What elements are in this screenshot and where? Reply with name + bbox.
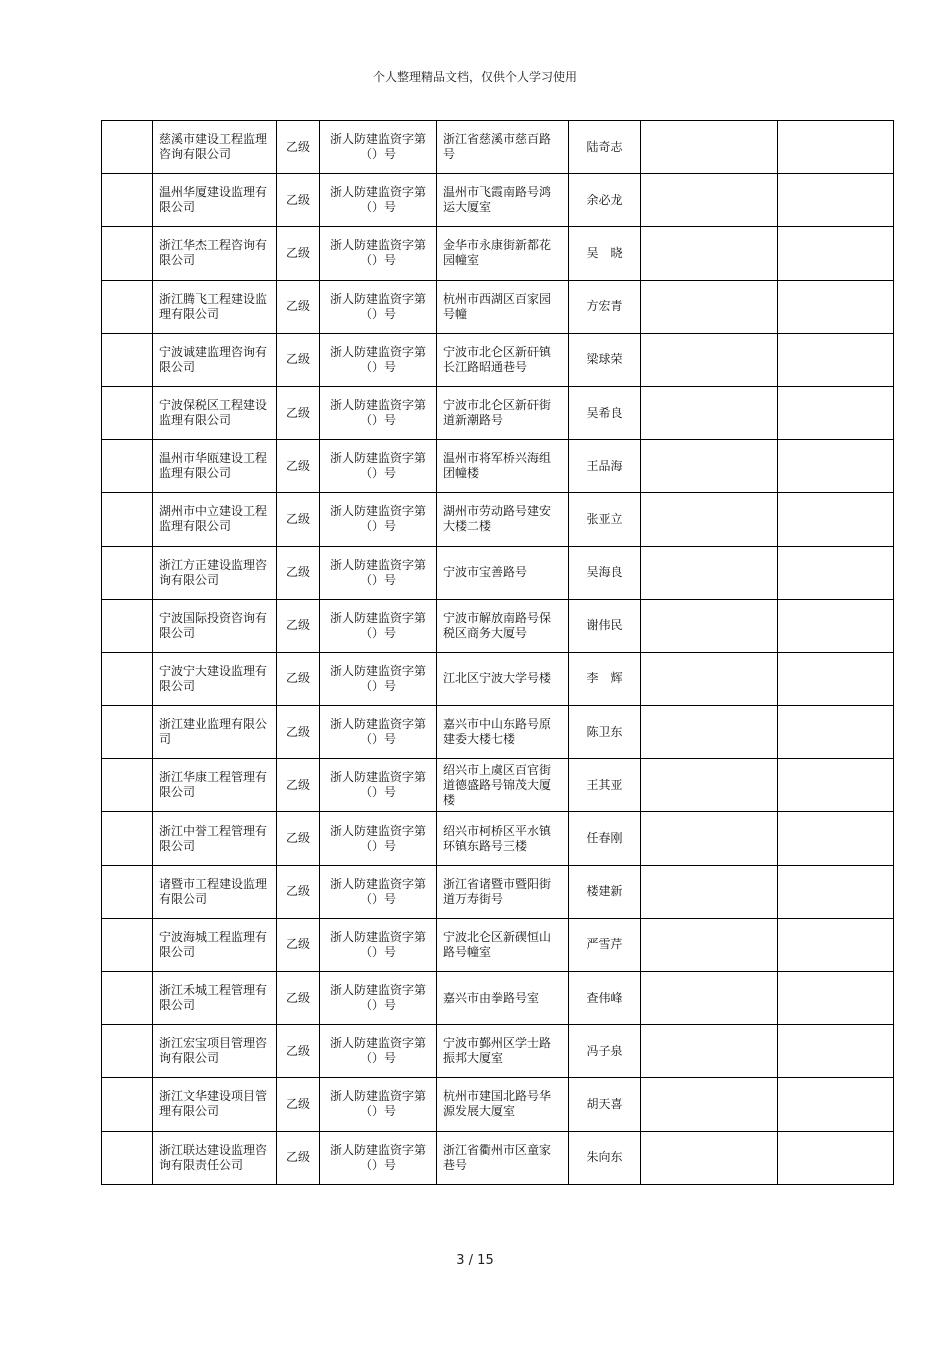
address-cell: 宁波市宝善路号 <box>437 546 569 599</box>
blank-cell <box>778 1025 894 1078</box>
table-row <box>102 706 894 759</box>
blank-cell <box>641 599 778 652</box>
table-row <box>102 1078 894 1131</box>
company-name-cell: 慈溪市建设工程监理咨询有限公司 <box>153 121 277 174</box>
blank-cell <box>778 493 894 546</box>
qualification-grade-cell: 乙级 <box>277 865 320 918</box>
index-cell <box>102 652 153 705</box>
index-cell <box>102 706 153 759</box>
page-number: 3 / 15 <box>456 1253 494 1268</box>
qualification-grade-cell: 乙级 <box>277 918 320 971</box>
company-name-cell: 湖州市中立建设工程监理有限公司 <box>153 493 277 546</box>
table-row <box>102 1025 894 1078</box>
qualification-grade-cell: 乙级 <box>277 1025 320 1078</box>
address-cell: 宁波北仑区新碶恒山路号幢室 <box>437 918 569 971</box>
blank-cell <box>641 333 778 386</box>
certificate-number-cell: 浙人防建监资字第（）号 <box>320 972 437 1025</box>
table-body <box>102 121 894 1185</box>
table-row <box>102 918 894 971</box>
blank-cell <box>778 440 894 493</box>
blank-cell <box>641 652 778 705</box>
index-cell <box>102 759 153 812</box>
certificate-number-cell: 浙人防建监资字第（）号 <box>320 706 437 759</box>
blank-cell <box>641 493 778 546</box>
blank-cell <box>778 972 894 1025</box>
index-cell <box>102 918 153 971</box>
certificate-number-cell: 浙人防建监资字第（）号 <box>320 546 437 599</box>
address-cell: 温州市飞霞南路号鸿运大厦室 <box>437 174 569 227</box>
blank-cell <box>641 865 778 918</box>
company-name-cell: 浙江腾飞工程建设监理有限公司 <box>153 280 277 333</box>
qualification-grade-cell: 乙级 <box>277 706 320 759</box>
blank-cell <box>778 121 894 174</box>
table-row <box>102 865 894 918</box>
blank-cell <box>641 227 778 280</box>
certificate-number-cell: 浙人防建监资字第（）号 <box>320 333 437 386</box>
blank-cell <box>641 759 778 812</box>
legal-representative-cell: 吴 晓 <box>569 227 641 280</box>
company-name-cell: 浙江联达建设监理咨询有限责任公司 <box>153 1131 277 1184</box>
qualification-grade-cell: 乙级 <box>277 227 320 280</box>
company-name-cell: 温州市华瓯建设工程监理有限公司 <box>153 440 277 493</box>
address-cell: 嘉兴市由拳路号室 <box>437 972 569 1025</box>
company-registry-table <box>101 120 894 1185</box>
company-name-cell: 宁波国际投资咨询有限公司 <box>153 599 277 652</box>
blank-cell <box>641 386 778 439</box>
certificate-number-cell: 浙人防建监资字第（）号 <box>320 493 437 546</box>
legal-representative-cell: 胡天喜 <box>569 1078 641 1131</box>
table-row <box>102 227 894 280</box>
blank-cell <box>641 1078 778 1131</box>
qualification-grade-cell: 乙级 <box>277 121 320 174</box>
legal-representative-cell: 楼建新 <box>569 865 641 918</box>
index-cell <box>102 972 153 1025</box>
blank-cell <box>641 280 778 333</box>
legal-representative-cell: 李 辉 <box>569 652 641 705</box>
table-row <box>102 386 894 439</box>
index-cell <box>102 812 153 865</box>
address-cell: 宁波市解放南路号保税区商务大厦号 <box>437 599 569 652</box>
table-row <box>102 1131 894 1184</box>
legal-representative-cell: 王其亚 <box>569 759 641 812</box>
qualification-grade-cell: 乙级 <box>277 599 320 652</box>
legal-representative-cell: 方宏青 <box>569 280 641 333</box>
table-row <box>102 333 894 386</box>
address-cell: 宁波市北仑区新矸镇长江路昭通巷号 <box>437 333 569 386</box>
index-cell <box>102 1025 153 1078</box>
company-name-cell: 浙江华杰工程咨询有限公司 <box>153 227 277 280</box>
certificate-number-cell: 浙人防建监资字第（）号 <box>320 1025 437 1078</box>
blank-cell <box>641 812 778 865</box>
certificate-number-cell: 浙人防建监资字第（）号 <box>320 440 437 493</box>
blank-cell <box>641 918 778 971</box>
legal-representative-cell: 吴海良 <box>569 546 641 599</box>
company-name-cell: 浙江宏宝项目管理咨询有限公司 <box>153 1025 277 1078</box>
blank-cell <box>778 1131 894 1184</box>
index-cell <box>102 333 153 386</box>
certificate-number-cell: 浙人防建监资字第（）号 <box>320 1078 437 1131</box>
table-row <box>102 546 894 599</box>
index-cell <box>102 280 153 333</box>
company-name-cell: 宁波诚建监理咨询有限公司 <box>153 333 277 386</box>
blank-cell <box>778 227 894 280</box>
table-row <box>102 652 894 705</box>
legal-representative-cell: 张亚立 <box>569 493 641 546</box>
address-cell: 浙江省慈溪市慈百路号 <box>437 121 569 174</box>
address-cell: 嘉兴市中山东路号原建委大楼七楼 <box>437 706 569 759</box>
certificate-number-cell: 浙人防建监资字第（）号 <box>320 280 437 333</box>
index-cell <box>102 546 153 599</box>
address-cell: 浙江省衢州市区童家巷号 <box>437 1131 569 1184</box>
table-row <box>102 121 894 174</box>
company-name-cell: 诸暨市工程建设监理有限公司 <box>153 865 277 918</box>
blank-cell <box>641 121 778 174</box>
address-cell: 杭州市西湖区百家园号幢 <box>437 280 569 333</box>
table-row <box>102 972 894 1025</box>
blank-cell <box>778 918 894 971</box>
legal-representative-cell: 陈卫东 <box>569 706 641 759</box>
address-cell: 杭州市建国北路号华源发展大厦室 <box>437 1078 569 1131</box>
qualification-grade-cell: 乙级 <box>277 1131 320 1184</box>
table-row <box>102 599 894 652</box>
page-header: 个人整理精品文档，仅供个人学习使用 <box>372 70 577 84</box>
index-cell <box>102 440 153 493</box>
certificate-number-cell: 浙人防建监资字第（）号 <box>320 865 437 918</box>
qualification-grade-cell: 乙级 <box>277 1078 320 1131</box>
blank-cell <box>778 759 894 812</box>
blank-cell <box>778 599 894 652</box>
address-cell: 温州市将军桥兴海组团幢楼 <box>437 440 569 493</box>
qualification-grade-cell: 乙级 <box>277 972 320 1025</box>
legal-representative-cell: 严雪芹 <box>569 918 641 971</box>
table-row <box>102 812 894 865</box>
legal-representative-cell: 吴希良 <box>569 386 641 439</box>
index-cell <box>102 174 153 227</box>
qualification-grade-cell: 乙级 <box>277 812 320 865</box>
certificate-number-cell: 浙人防建监资字第（）号 <box>320 227 437 280</box>
index-cell <box>102 865 153 918</box>
qualification-grade-cell: 乙级 <box>277 652 320 705</box>
table-row <box>102 280 894 333</box>
blank-cell <box>778 280 894 333</box>
qualification-grade-cell: 乙级 <box>277 280 320 333</box>
certificate-number-cell: 浙人防建监资字第（）号 <box>320 759 437 812</box>
certificate-number-cell: 浙人防建监资字第（）号 <box>320 1131 437 1184</box>
company-name-cell: 浙江建业监理有限公司 <box>153 706 277 759</box>
blank-cell <box>778 174 894 227</box>
address-cell: 宁波市北仑区新矸街道新潮路号 <box>437 386 569 439</box>
company-name-cell: 浙江中誉工程管理有限公司 <box>153 812 277 865</box>
qualification-grade-cell: 乙级 <box>277 546 320 599</box>
index-cell <box>102 493 153 546</box>
legal-representative-cell: 任春刚 <box>569 812 641 865</box>
qualification-grade-cell: 乙级 <box>277 493 320 546</box>
company-name-cell: 浙江华康工程管理有限公司 <box>153 759 277 812</box>
legal-representative-cell: 冯子泉 <box>569 1025 641 1078</box>
company-name-cell: 宁波宁大建设监理有限公司 <box>153 652 277 705</box>
legal-representative-cell: 陆奇志 <box>569 121 641 174</box>
qualification-grade-cell: 乙级 <box>277 174 320 227</box>
company-name-cell: 温州华厦建设监理有限公司 <box>153 174 277 227</box>
qualification-grade-cell: 乙级 <box>277 759 320 812</box>
certificate-number-cell: 浙人防建监资字第（）号 <box>320 812 437 865</box>
qualification-grade-cell: 乙级 <box>277 333 320 386</box>
index-cell <box>102 1078 153 1131</box>
blank-cell <box>778 706 894 759</box>
blank-cell <box>778 386 894 439</box>
index-cell <box>102 1131 153 1184</box>
address-cell: 金华市永康街新都花园幢室 <box>437 227 569 280</box>
blank-cell <box>778 333 894 386</box>
company-name-cell: 宁波保税区工程建设监理有限公司 <box>153 386 277 439</box>
company-name-cell: 浙江方正建设监理咨询有限公司 <box>153 546 277 599</box>
blank-cell <box>778 1078 894 1131</box>
blank-cell <box>641 174 778 227</box>
certificate-number-cell: 浙人防建监资字第（）号 <box>320 652 437 705</box>
blank-cell <box>641 546 778 599</box>
blank-cell <box>778 812 894 865</box>
table-row <box>102 493 894 546</box>
blank-cell <box>641 1025 778 1078</box>
address-cell: 湖州市劳动路号建安大楼二楼 <box>437 493 569 546</box>
legal-representative-cell: 查伟峰 <box>569 972 641 1025</box>
blank-cell <box>641 440 778 493</box>
legal-representative-cell: 梁球荣 <box>569 333 641 386</box>
company-name-cell: 浙江禾城工程管理有限公司 <box>153 972 277 1025</box>
address-cell: 江北区宁波大学号楼 <box>437 652 569 705</box>
certificate-number-cell: 浙人防建监资字第（）号 <box>320 121 437 174</box>
legal-representative-cell: 余必龙 <box>569 174 641 227</box>
address-cell: 宁波市鄞州区学士路振邦大厦室 <box>437 1025 569 1078</box>
legal-representative-cell: 朱向东 <box>569 1131 641 1184</box>
index-cell <box>102 386 153 439</box>
qualification-grade-cell: 乙级 <box>277 386 320 439</box>
address-cell: 绍兴市柯桥区平水镇环镇东路号三楼 <box>437 812 569 865</box>
address-cell: 绍兴市上虞区百官街道德盛路号锦茂大厦楼 <box>437 759 569 812</box>
qualification-grade-cell: 乙级 <box>277 440 320 493</box>
address-cell: 浙江省诸暨市暨阳街道万寿街号 <box>437 865 569 918</box>
company-name-cell: 浙江文华建设项目管理有限公司 <box>153 1078 277 1131</box>
table-row <box>102 174 894 227</box>
blank-cell <box>641 972 778 1025</box>
certificate-number-cell: 浙人防建监资字第（）号 <box>320 599 437 652</box>
index-cell <box>102 121 153 174</box>
index-cell <box>102 599 153 652</box>
certificate-number-cell: 浙人防建监资字第（）号 <box>320 174 437 227</box>
index-cell <box>102 227 153 280</box>
table-row <box>102 440 894 493</box>
certificate-number-cell: 浙人防建监资字第（）号 <box>320 918 437 971</box>
table-row <box>102 759 894 812</box>
blank-cell <box>778 865 894 918</box>
blank-cell <box>778 546 894 599</box>
certificate-number-cell: 浙人防建监资字第（）号 <box>320 386 437 439</box>
blank-cell <box>778 652 894 705</box>
legal-representative-cell: 谢伟民 <box>569 599 641 652</box>
legal-representative-cell: 王品海 <box>569 440 641 493</box>
blank-cell <box>641 706 778 759</box>
company-name-cell: 宁波海城工程监理有限公司 <box>153 918 277 971</box>
blank-cell <box>641 1131 778 1184</box>
